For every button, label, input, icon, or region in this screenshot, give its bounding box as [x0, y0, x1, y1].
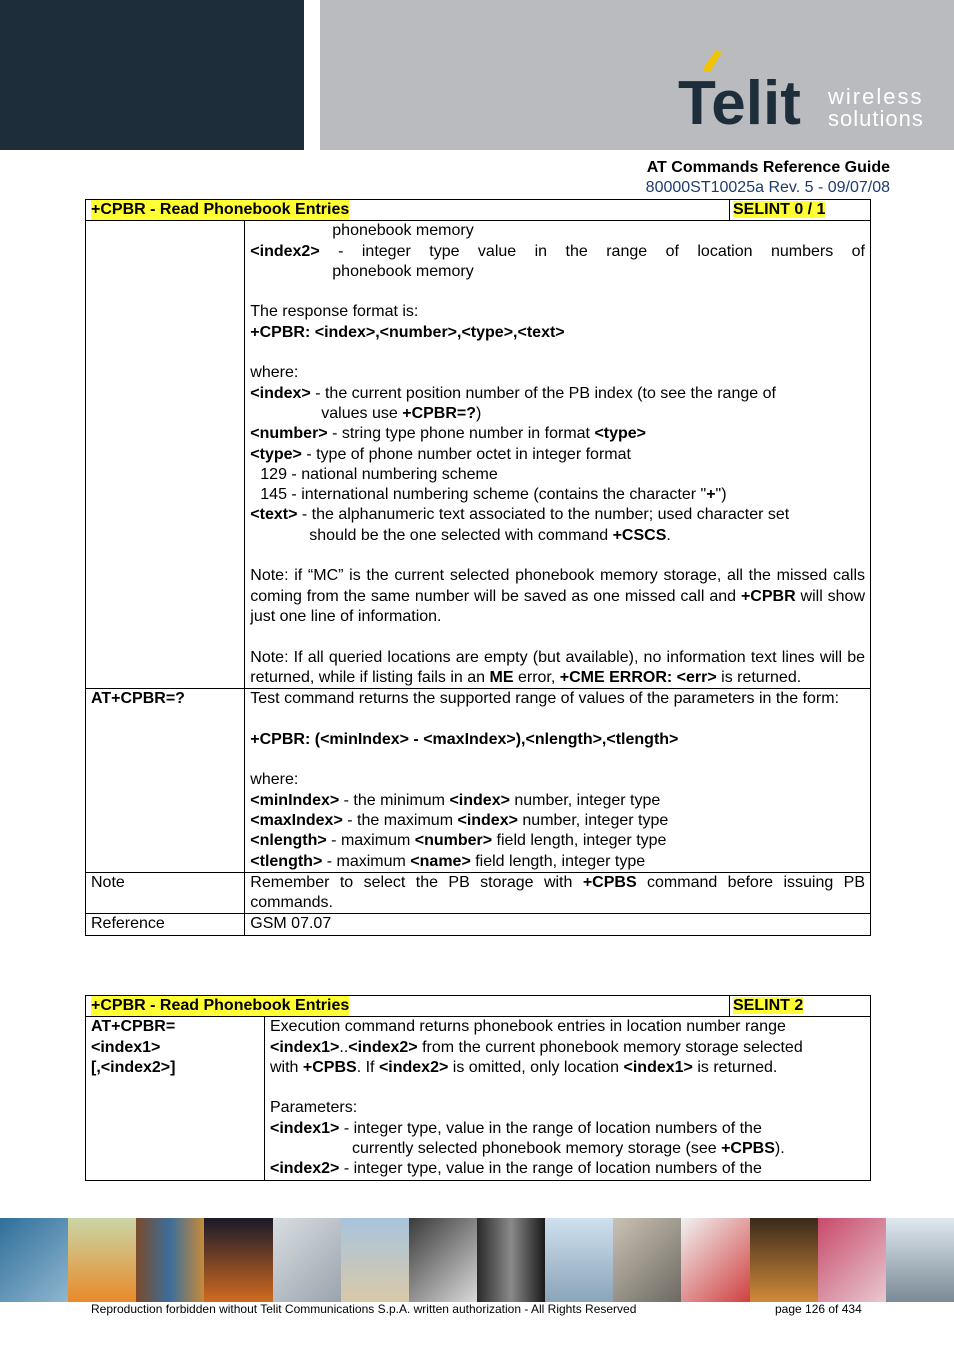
logo-tagline-1: wireless	[828, 84, 924, 109]
table-row: Reference GSM 07.07	[86, 914, 871, 935]
table-title: +CPBR - Read Phonebook Entries	[91, 200, 349, 220]
telit-logo	[676, 48, 936, 132]
guide-revision: 80000ST10025a Rev. 5 - 09/07/08	[645, 179, 890, 196]
footer-photo-strip	[0, 1218, 954, 1302]
description-cell: Test command returns the supported range of values of the parameters in the form: +CPBR: (<minIndex> - <maxIndex>),<nlength>,<tlength> where: <minIndex> - the minimum <index> number, integer type <maxIndex> - the maximum <index> number, integer type <nlength> - maximum <number> field length, integer type <tlength> - maximum <name> field length, integer type	[245, 689, 871, 873]
table-header-row	[86, 996, 871, 1017]
footer-page-number: page 126 of 434	[775, 1302, 862, 1316]
note-empty-locations: Note: If all queried locations are empty (but available), no information text lines will be returned, while if listing fails in an ME error, +CME ERROR: <err> is returned.	[250, 648, 865, 686]
table-row: Note Remember to select the PB storage with +CPBS command before issuing PB commands.	[86, 872, 871, 914]
table-row: AT+CPBR= <index1> [,<index2>] Execution command returns phonebook entries in location number range <index1>..<index2> from the current phonebook memory storage selected with +CPBS. If <index2> is omitted, only location <index1> is returned. Parameters: <index1> - integer type, value in the range of location numbers of the currently selected phonebook memory storage (see +CPBS). <index2> - integer type, value in the range of location numbers of the	[86, 1017, 871, 1180]
command-table-selint-0-1	[85, 199, 871, 936]
logo-tagline-2: solutions	[828, 106, 924, 131]
header-dark-panel	[0, 0, 304, 150]
command-table-selint-2	[85, 995, 871, 1181]
logo-word: Telit	[678, 69, 801, 132]
command-label: AT+CPBR=?	[91, 690, 185, 708]
table-title: +CPBR - Read Phonebook Entries	[91, 996, 349, 1016]
selint-badge: SELINT 2	[733, 997, 804, 1014]
table-row	[86, 689, 871, 873]
guide-title: AT Commands Reference Guide	[646, 159, 890, 176]
description-cell: Execution command returns phonebook entries in location number range <index1>..<index2> from the current phonebook memory storage selected with +CPBS. If <index2> is omitted, only location <index1> is returned. Parameters: <index1> - integer type, value in the range of location numbers of the currently selected phonebook memory storage (see +CPBS). <index2> - integer type, value in the range of location numbers of the	[265, 1017, 871, 1180]
note-mc: Note: if “MC” is the current selected phonebook memory storage, all the missed calls coming from the same number will be saved as one missed call and +CPBR will show just one line of information.	[250, 567, 866, 625]
table-header-row	[86, 200, 871, 221]
table-row	[86, 221, 871, 689]
description-cell: phonebook memory <index2> - integer type value in the range of location numbers of phonebook memory The response format is: +CPBR: <index>,<number>,<type>,<text> where: <index> - the current position number of the PB index (to see the range of values use +CPBR=?) <number> - string type phone number in format <type> <type> - type of phone number octet in integer format 129 - national numbering scheme 145 - international numbering scheme (contains the character "+") <text> - the alphanumeric text associated to the number; used character set should be the one selected with command +CSCS. Note: if “MC” is the current selected phonebook memory storage, all the missed calls coming from the same number will be saved as one missed call and +CPBR will show just one line of information. Note: If all queried locations are empty (but available), no information text lines will be returned, while if listing fails in an ME error, +CME ERROR: <err> is returned.	[245, 221, 871, 689]
selint-badge: SELINT 0 / 1	[733, 201, 826, 218]
footer-copyright: Reproduction forbidden without Telit Communications S.p.A. written authorization - All Rights Reserved	[91, 1302, 637, 1316]
